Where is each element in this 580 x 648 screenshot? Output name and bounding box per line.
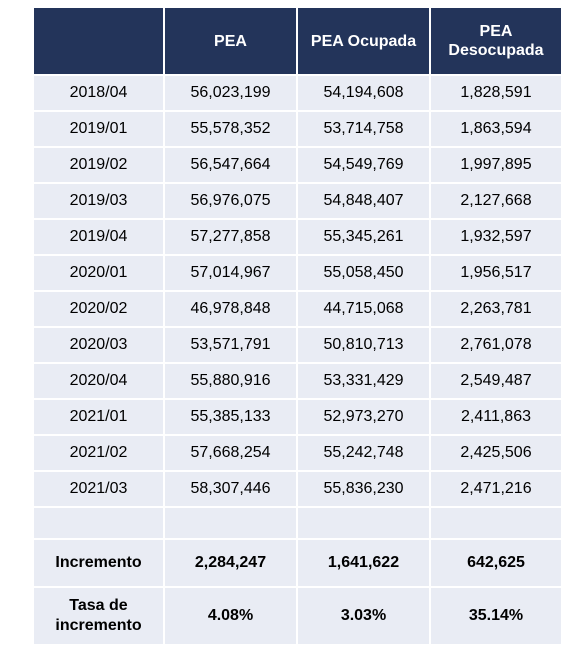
period-cell: Incremento [34,540,163,586]
header-pea-desocupada: PEA Desocupada [431,8,561,74]
pea-desocupada-cell: 642,625 [431,540,561,586]
table-row [34,472,561,506]
period-cell: 2019/03 [34,184,163,218]
period-cell: 2019/04 [34,220,163,254]
pea-desocupada-cell: 1,863,594 [431,112,561,146]
pea-table [32,6,563,646]
pea-desocupada-cell: 1,997,895 [431,148,561,182]
pea-ocupada-cell [298,508,429,538]
pea-cell: 56,023,199 [165,76,296,110]
table-row [34,184,561,218]
pea-ocupada-cell: 3.03% [298,588,429,644]
pea-ocupada-cell: 50,810,713 [298,328,429,362]
pea-desocupada-cell: 2,425,506 [431,436,561,470]
header-pea-ocupada: PEA Ocupada [298,8,429,74]
pea-cell: 57,014,967 [165,256,296,290]
pea-ocupada-cell: 52,973,270 [298,400,429,434]
pea-ocupada-cell: 54,194,608 [298,76,429,110]
pea-ocupada-cell: 54,848,407 [298,184,429,218]
pea-cell [165,508,296,538]
pea-cell: 58,307,446 [165,472,296,506]
pea-cell: 53,571,791 [165,328,296,362]
period-cell: 2020/04 [34,364,163,398]
table-row [34,112,561,146]
pea-cell: 56,976,075 [165,184,296,218]
pea-desocupada-cell: 2,471,216 [431,472,561,506]
pea-desocupada-cell: 35.14% [431,588,561,644]
rate-row [34,588,561,644]
pea-ocupada-cell: 54,549,769 [298,148,429,182]
pea-cell: 57,668,254 [165,436,296,470]
table-body [34,76,561,644]
pea-ocupada-cell: 55,242,748 [298,436,429,470]
period-cell [34,508,163,538]
period-cell: 2021/02 [34,436,163,470]
table-row [34,256,561,290]
pea-ocupada-cell: 53,714,758 [298,112,429,146]
period-cell: Tasa de incremento [34,588,163,644]
header-row [34,8,561,74]
pea-cell: 55,880,916 [165,364,296,398]
table-row [34,400,561,434]
period-cell: 2020/02 [34,292,163,326]
pea-cell: 2,284,247 [165,540,296,586]
pea-ocupada-cell: 55,345,261 [298,220,429,254]
table-row [34,328,561,362]
pea-cell: 4.08% [165,588,296,644]
pea-desocupada-cell [431,508,561,538]
pea-ocupada-cell: 1,641,622 [298,540,429,586]
pea-cell: 46,978,848 [165,292,296,326]
pea-cell: 57,277,858 [165,220,296,254]
pea-ocupada-cell: 55,836,230 [298,472,429,506]
period-cell: 2019/01 [34,112,163,146]
pea-desocupada-cell: 2,263,781 [431,292,561,326]
pea-desocupada-cell: 2,761,078 [431,328,561,362]
pea-cell: 55,385,133 [165,400,296,434]
table-row [34,292,561,326]
pea-desocupada-cell: 2,411,863 [431,400,561,434]
header-corner-cell [34,8,163,74]
pea-desocupada-cell: 2,127,668 [431,184,561,218]
empty-row [34,508,561,538]
table-row [34,364,561,398]
table-row [34,436,561,470]
header-pea: PEA [165,8,296,74]
table-row [34,76,561,110]
pea-desocupada-cell: 1,932,597 [431,220,561,254]
table-row [34,220,561,254]
period-cell: 2020/03 [34,328,163,362]
pea-desocupada-cell: 2,549,487 [431,364,561,398]
period-cell: 2018/04 [34,76,163,110]
table-row [34,148,561,182]
pea-cell: 56,547,664 [165,148,296,182]
period-cell: 2020/01 [34,256,163,290]
pea-desocupada-cell: 1,828,591 [431,76,561,110]
pea-ocupada-cell: 55,058,450 [298,256,429,290]
increment-row [34,540,561,586]
period-cell: 2021/03 [34,472,163,506]
period-cell: 2019/02 [34,148,163,182]
pea-cell: 55,578,352 [165,112,296,146]
pea-desocupada-cell: 1,956,517 [431,256,561,290]
pea-ocupada-cell: 53,331,429 [298,364,429,398]
period-cell: 2021/01 [34,400,163,434]
pea-ocupada-cell: 44,715,068 [298,292,429,326]
